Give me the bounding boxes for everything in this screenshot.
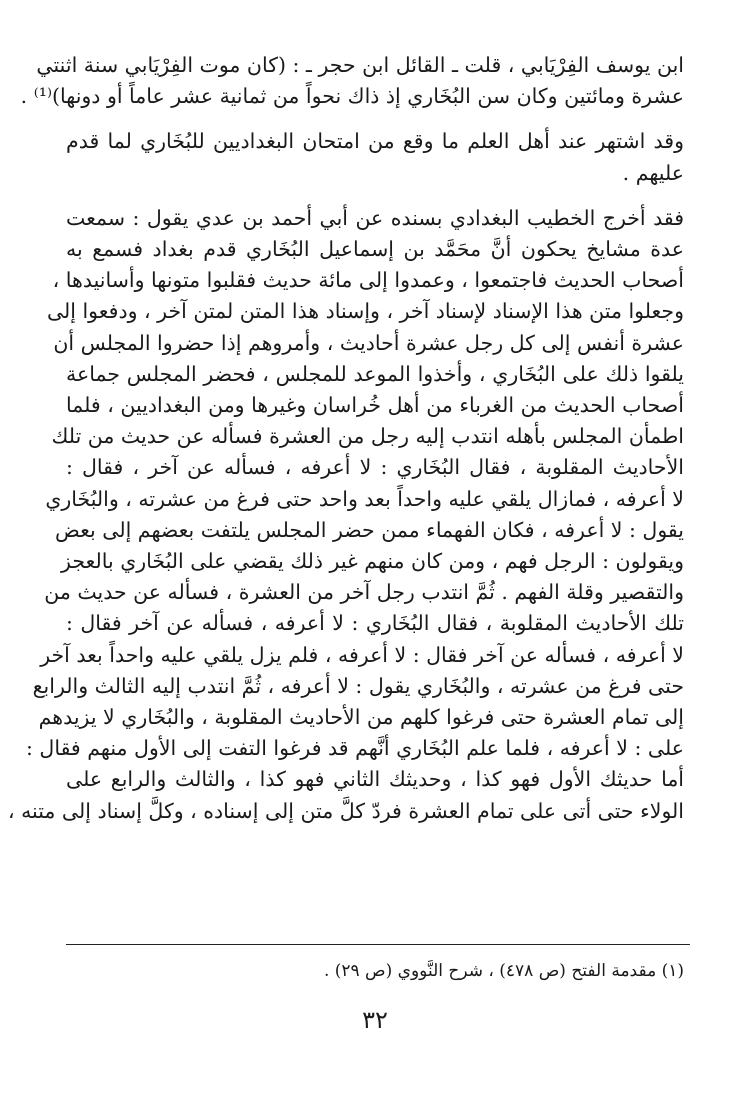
text-line: فقد أخرج الخطيب البغدادي بسنده عن أبي أحمد بن عدي يقول : سمعت: [66, 205, 684, 230]
text-line: حتى فرغ من عشرته ، والبُخَاري يقول : لا أعرفه ، ثُمَّ انتدب إليه الثالث والرابع: [32, 673, 684, 698]
text-line: الأحاديث المقلوبة ، فقال البُخَاري : لا أعرفه ، فسأله عن آخر ، فقال :: [66, 455, 684, 480]
text-line: عشرة ومائتين وكان سن البُخَاري إذ ذاك نحواً من ثمانية عشر عاماً أو دونها)⁽¹⁾ .: [20, 84, 684, 109]
text-line: وقد اشتهر عند أهل العلم ما وقع من امتحان البغداديين للبُخَاري لما قدم: [66, 129, 684, 154]
text-line: عليهم .: [622, 160, 684, 185]
text-line: وجعلوا متن هذا الإسناد لإسناد آخر ، وإسناد هذا المتن لمتن آخر ، ودفعوا إلى: [46, 299, 684, 324]
text-line: أصحاب الحديث من الغرباء من أهل خُراسان وغيرها ومن البغداديين ، فلما: [66, 393, 684, 418]
text-line: إلى تمام العشرة حتى فرغوا كلهم من الأحاديث المقلوبة ، والبُخَاري لا يزيدهم: [38, 705, 684, 730]
text-line: لا أعرفه ، فسأله عن آخر فقال : لا أعرفه ، فلم يزل يلقي عليه واحداً بعد آخر: [40, 642, 684, 667]
text-line: أصحاب الحديث فاجتمعوا ، وعمدوا إلى مائة حديث فقلبوا متونها وأسانيدها ،: [52, 268, 684, 293]
page-number: ٣٢: [362, 1006, 388, 1034]
text-line: يلقوا ذلك على البُخَاري ، وأخذوا الموعد للمجلس ، فحضر المجلس جماعة: [66, 361, 684, 386]
paragraph-2: [66, 126, 684, 188]
text-line: ويقولون : الرجل فهم ، ومن كان منهم غير ذلك يقضي على البُخَاري بالعجز: [61, 549, 684, 574]
text-line: لا أعرفه ، فمازال يلقي عليه واحداً بعد واحد حتى فرغ من عشرته ، والبُخَاري: [45, 486, 684, 511]
text-line: ابن يوسف الفِرْيَابي ، قلت ـ القائل ابن حجر ـ : (كان موت الفِرْيَابي سنة اثنتي: [36, 53, 684, 77]
paragraph-3: [7, 203, 684, 827]
footnote: (١) مقدمة الفتح (ص ٤٧٨) ، شرح النَّووي (ص ٢٩) .: [323, 961, 684, 981]
text-line: عشرة أنفس إلى كل رجل عشرة أحاديث ، وأمروهم إذا حضروا المجلس أن: [53, 330, 684, 355]
footnote-divider: [66, 944, 690, 945]
text-line: والتقصير وقلة الفهم . ثُمَّ انتدب رجل آخر من العشرة ، فسأله عن حديث من: [44, 580, 684, 605]
text-line: اطمأن المجلس بأهله انتدب إليه رجل من العشرة فسأله عن حديث من تلك: [51, 424, 684, 449]
text-line: تلك الأحاديث المقلوبة ، فقال البُخَاري : لا أعرفه ، فسأله عن آخر فقال :: [66, 611, 684, 636]
text-line: أما حديثك الأول فهو كذا ، وحديثك الثاني فهو كذا ، والثالث والرابع على: [66, 767, 684, 792]
text-line: عدة مشايخ يحكون أنَّ محَمَّد بن إسماعيل البُخَاري قدم بغداد فسمع به: [66, 237, 684, 262]
paragraph-1: [20, 50, 684, 112]
text-line: يقول : لا أعرفه ، فكان الفهماء ممن حضر المجلس يلتفت بعضهم إلى بعض: [55, 517, 684, 542]
text-line: الولاء حتى أتى على تمام العشرة فردّ كلَّ متن إلى إسناده ، وكلَّ إسناد إلى متنه ،: [7, 798, 684, 823]
text-line: على : لا أعرفه ، فلما علم البُخَاري أنَّهم قد فرغوا التفت إلى الأول منهم فقال :: [26, 736, 684, 761]
